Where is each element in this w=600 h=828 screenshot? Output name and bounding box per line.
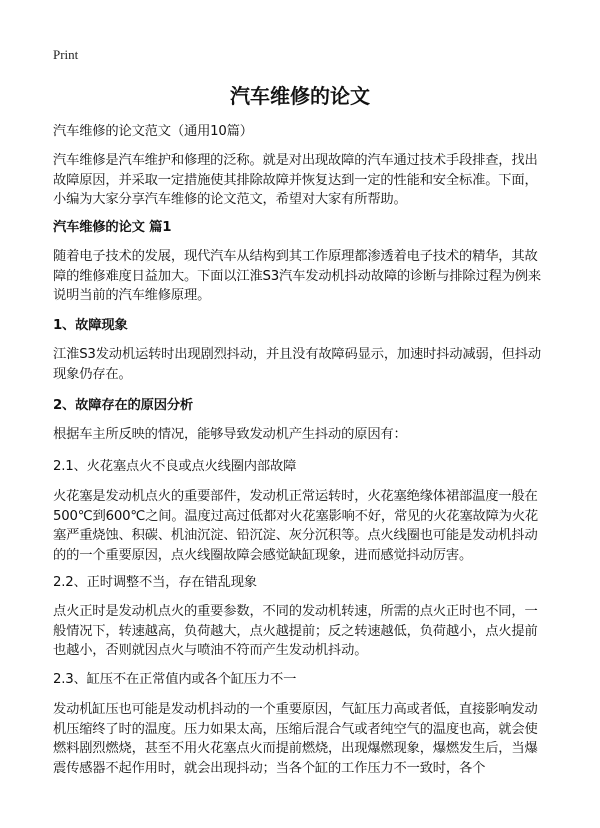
article-heading: 汽车维修的论文 篇1 — [53, 220, 172, 235]
section-1-heading: 1、故障现象 — [53, 318, 128, 333]
print-link[interactable]: Print — [53, 47, 79, 62]
intro-paragraph: 汽车维修是汽车维护和修理的泛称。就是对出现故障的汽车通过技术手段排查，找出故障原因，并采取一定措施使其排除故障并恢复达到一定的性能和安全标准。下面，小编为大家分享汽车维修的论文范文，希望对大家有所帮助。 — [53, 153, 538, 207]
subsection-2-3-text: 发动机缸压也可能是发动机抖动的一个重要原因，气缸压力高或者低，直接影响发动机压缩终了时的温度。压力如果太高，压缩后混合气或者纯空气的温度也高，就会使燃料剧烈燃烧，甚至不用火花塞点火而提前燃烧，出现爆燃现象，爆燃发生后，当爆震传感器不起作用时，就会出现抖动；当各个缸的工作压力不一致时，各个 — [53, 702, 538, 776]
subsection-2-2-heading: 2.2、正时调整不当，存在错乱现象 — [53, 575, 257, 590]
subsection-2-1-heading: 2.1、火花塞点火不良或点火线圈内部故障 — [53, 459, 297, 474]
subsection-2-1-text: 火花塞是发动机点火的重要部件，发动机正常运转时，火花塞绝缘体裙部温度一般在500℃到600℃之间。温度过高过低都对火花塞影响不好，常见的火花塞故障为火花塞严重烧蚀、积碳、机油沉淀、铅沉淀、灰分沉积等。点火线圈也可能是发动机抖动的的一个重要原因，点火线圈故障会感觉缺缸现象，进而感觉抖动厉害。 — [53, 489, 539, 563]
section-1-text: 江淮S3发动机运转时出现剧烈抖动，并且没有故障码显示，加速时抖动减弱，但抖动现象仍存在。 — [53, 347, 541, 382]
section-2-intro: 根据车主所反映的情况，能够导致发动机产生抖动的原因有： — [53, 427, 407, 442]
paragraph-1: 随着电子技术的发展，现代汽车从结构到其工作原理都渗透着电子技术的精华，其故障的维修难度日益加大。下面以江淮S3汽车发动机抖动故障的诊断与排除过程为例来说明当前的汽车维修原理。 — [53, 249, 541, 303]
document-title: 汽车维修的论文 — [230, 84, 370, 108]
subsection-2-2-text: 点火正时是发动机点火的重要参数，不同的发动机转速，所需的点火正时也不同，一般情况下，转速越高，负荷越大，点火越提前；反之转速越低，负荷越小，点火提前也越小，否则就因点火与喷油不符而产生发动机抖动。 — [53, 604, 538, 658]
section-2-heading: 2、故障存在的原因分析 — [53, 398, 194, 413]
subsection-2-3-heading: 2.3、缸压不在正常值内或各个缸压力不一 — [53, 672, 297, 687]
document-subtitle: 汽车维修的论文范文（通用10篇） — [53, 124, 253, 139]
